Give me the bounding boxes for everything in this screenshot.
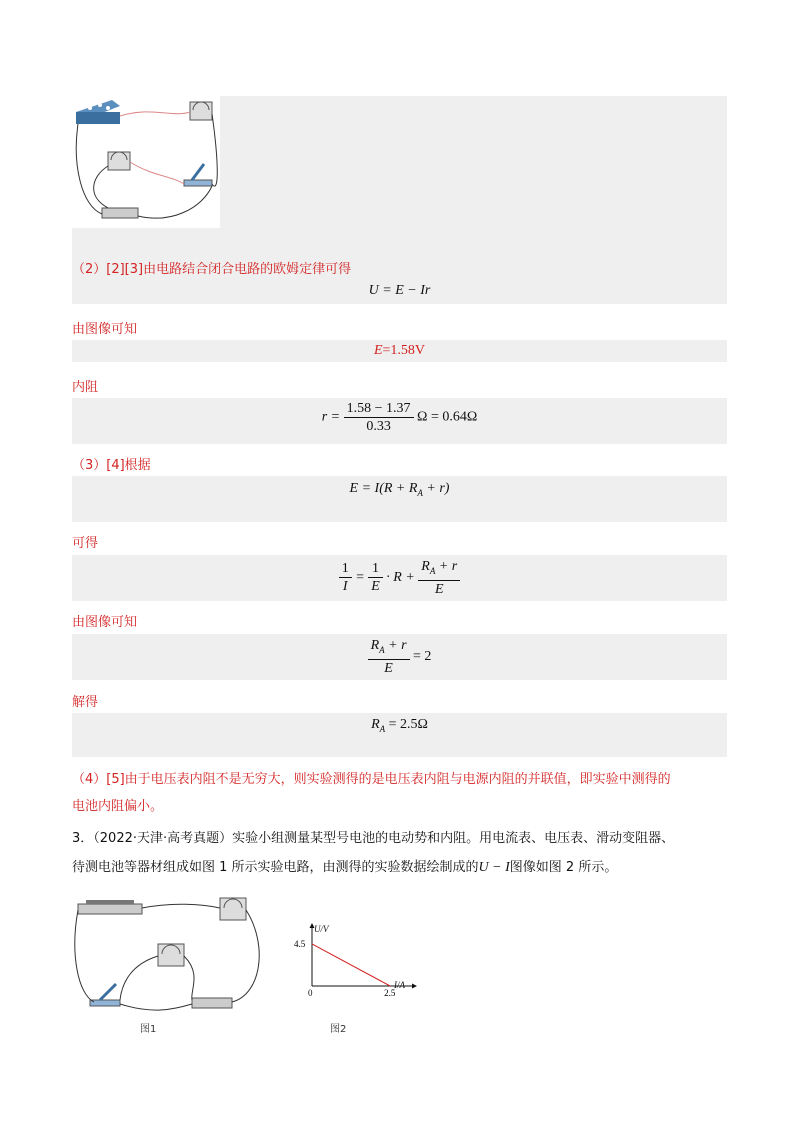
step3-eq-sub: A [417,487,423,498]
hence-label: 可得 [72,536,99,551]
y-axis-label: U/V [314,924,329,934]
inv-frac-2 [368,560,383,595]
slope-num-b: + r [384,638,407,653]
figure2-ui-chart [290,918,430,1004]
step4-line2: 电池内阻偏小。 [72,799,164,814]
inv-frac-2-num: 1 [368,560,383,578]
solve-label: 解得 [72,695,99,710]
slope-rhs: = 2 [413,649,432,665]
question3-ui-math: U − I [478,860,510,875]
inv-frac-1 [339,560,352,595]
inv-frac-3-num-sub: A [429,565,436,576]
r-eq-fraction [344,400,414,435]
circuit-diagram-top [72,96,220,228]
slope-frac [368,637,410,677]
ra-sub: A [379,723,386,734]
slope-num-sub: A [379,644,385,655]
question3-line1: 3．（2022·天津·高考真题）实验小组测量某型号电池的电动势和内阻。用电流表、电压表、滑动变阻器、 [72,831,675,846]
inv-frac-1-den: I [342,579,348,595]
inv-frac-2-den: E [371,579,380,595]
question3-line2-a: 待测电池等器材组成如图 1 所示实验电路，由测得的实验数据绘制成的 [72,860,479,875]
inv-equals: = [355,570,365,586]
x-tick-label: 2.5 [384,988,396,998]
step3-text: （3）[4]根据 [72,458,151,473]
r-eq-numerator: 1.58 − 1.37 [344,400,414,418]
origin-label: 0 [308,988,313,998]
emf-value: =1.58V [382,343,426,358]
question3-line2 [72,856,617,876]
r-eq-denominator: 0.33 [366,419,391,434]
slope-den: E [384,660,393,676]
emf-symbol: E [373,343,383,358]
r-eq-rhs: Ω = 0.64Ω [417,409,478,425]
inv-frac-3 [418,558,460,598]
step2-text: （2）[2][3]由电路结合闭合电路的欧姆定律可得 [72,262,352,277]
inv-mid: · R + [386,570,415,586]
figure2-caption: 图2 [330,1024,347,1035]
ra-lhs: R [371,717,380,732]
ra-result [72,717,727,734]
inv-frac-1-num: 1 [339,560,352,578]
figure1-circuit [72,894,272,1018]
inv-frac-3-den: E [434,581,444,597]
ohm-law-equation: U = E − Ir [368,283,431,298]
step3-equation [72,481,727,498]
x-axis-arrow [412,984,417,989]
internal-resistance-label: 内阻 [72,380,99,395]
step3-eq-tail: + r) [422,481,450,496]
y-tick-label: 4.5 [294,938,306,949]
slope-num-a: R [370,638,380,653]
x-axis-label: I/A [394,980,405,990]
slope-equation [72,637,727,677]
ra-rhs: = 2.5Ω [385,717,428,732]
from-graph-label-2: 由图像可知 [72,615,138,630]
series-line-0 [312,944,390,986]
step3-eq-main: E = I(R + R [349,481,418,496]
inv-frac-3-num-b: + r [435,559,458,574]
question3-line2-b: 图像如图 2 所示。 [509,860,618,875]
r-equation [72,400,727,435]
emf-result [72,343,727,359]
step4-line1: （4）[5]由于电压表内阻不是无穷大，则实验测得的是电压表内阻与电源内阻的并联值，即实验中测得的 [72,772,671,787]
r-eq-lhs: r = [321,409,341,425]
from-graph-label-1: 由图像可知 [72,322,138,337]
figure1-caption: 图1 [140,1024,157,1035]
inverse-equation [72,558,727,598]
inv-frac-3-num-a: R [421,559,430,574]
